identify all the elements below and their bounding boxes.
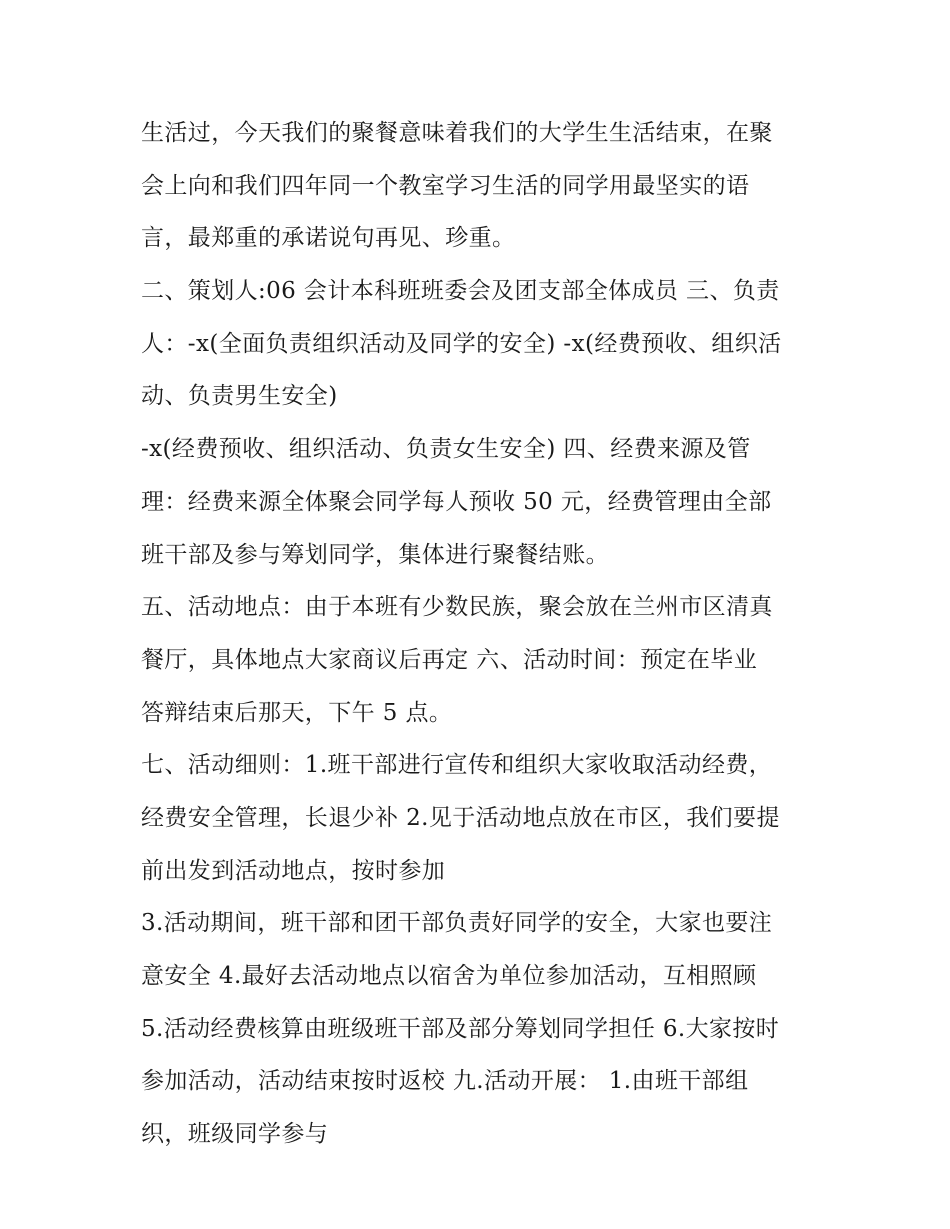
text-line: 织，班级同学参与	[141, 1121, 329, 1148]
text-line: 餐厅，具体地点大家商议后再定 六、活动时间：预定在毕业	[141, 646, 758, 673]
text-line: 七、活动细则：1.班干部进行宣传和组织大家收取活动经费，	[141, 752, 773, 779]
text-line: 答辩结束后那天，下午 5 点。	[141, 699, 453, 726]
text-line: 言，最郑重的承诺说句再见、珍重。	[141, 225, 516, 252]
text-line: 5.活动经费核算由班级班干部及部分筹划同学担任 6.大家按时	[141, 1015, 780, 1042]
text-line: 生活过，今天我们的聚餐意味着我们的大学生生活结束，在聚	[141, 120, 773, 146]
document-body	[141, 107, 821, 1161]
text-line: 前出发到活动地点，按时参加	[141, 857, 446, 884]
text-line: 参加活动，活动结束按时返校 九.活动开展： 1.由班干部组	[141, 1068, 749, 1095]
text-line: 会上向和我们四年同一个教室学习生活的同学用最坚实的语	[141, 172, 750, 199]
text-line: 班干部及参与筹划同学，集体进行聚餐结账。	[141, 541, 609, 568]
text-line: 人：-x(全面负责组织活动及同学的安全) -x(经费预收、组织活	[141, 330, 782, 357]
text-line: 五、活动地点：由于本班有少数民族，聚会放在兰州市区清真	[141, 594, 773, 621]
text-line: 理：经费来源全体聚会同学每人预收 50 元，经费管理由全部	[141, 488, 772, 515]
text-line: 经费安全管理，长退少补 2.见于活动地点放在市区，我们要提	[141, 804, 780, 831]
text-line: 3.活动期间，班干部和团干部负责好同学的安全，大家也要注	[141, 910, 773, 937]
text-line: 二、策划人:06 会计本科班班委会及团支部全体成员 三、负责	[141, 278, 780, 305]
text-line: 意安全 4.最好去活动地点以宿舍为单位参加活动，互相照顾	[141, 963, 757, 989]
text-line: -x(经费预收、组织活动、负责女生安全) 四、经费来源及管	[141, 436, 751, 463]
text-line: 动、负责男生安全)	[141, 383, 338, 410]
